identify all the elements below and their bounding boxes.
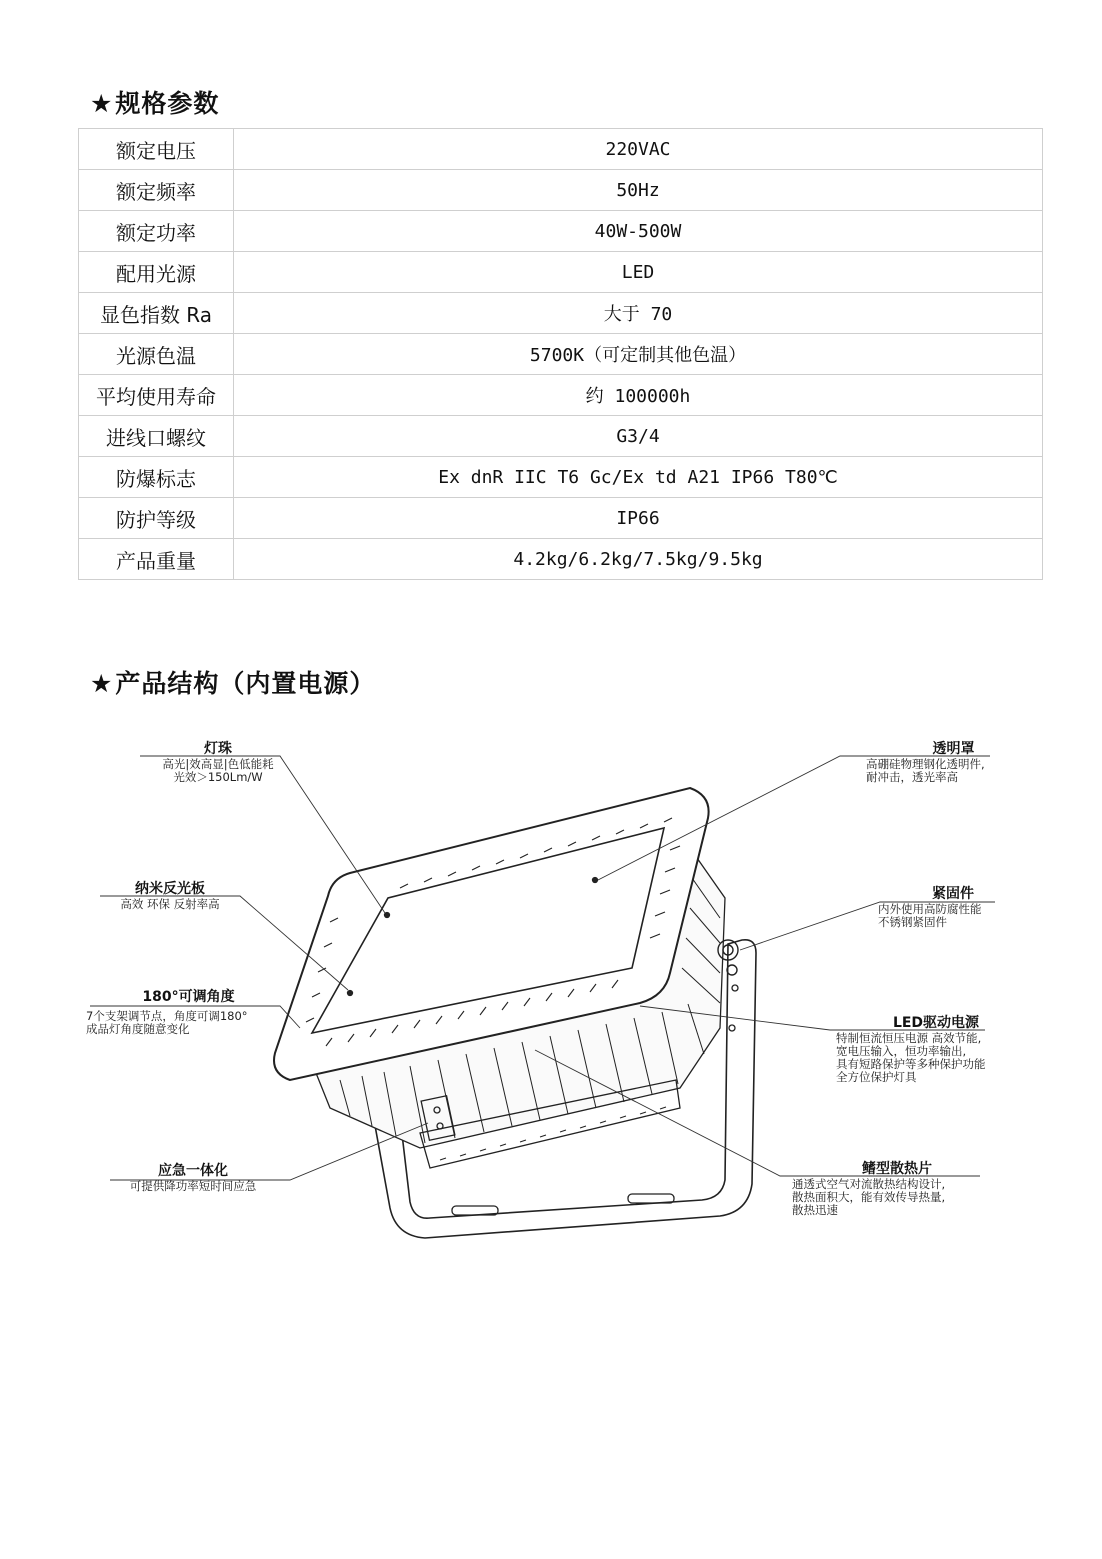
- spec-label: 防爆标志: [79, 457, 234, 498]
- callout-title: LED驱动电源: [892, 1015, 980, 1031]
- section-title-structure-text: 产品结构（内置电源）: [115, 669, 376, 698]
- callout-desc: 高硼硅物理钢化透明件, 耐冲击，透光率高: [866, 757, 985, 784]
- callout-emergency: [108, 1162, 278, 1193]
- callout-desc: 内外使用高防腐性能 不锈钢紧固件: [878, 902, 982, 929]
- callout-nano-reflector: [100, 880, 240, 911]
- bracket-hole: [732, 985, 738, 991]
- callout-desc: 7个支架调节点，角度可调180° 成品灯角度随意变化: [86, 1009, 248, 1036]
- callout-desc: 可提供降功率短时间应急: [129, 1179, 257, 1193]
- spec-value: G3/4: [234, 416, 1043, 457]
- callout-desc: 高光|效高显|色低能耗 光效＞150Lm/W: [162, 757, 274, 784]
- spec-label: 产品重量: [79, 539, 234, 580]
- spec-value: Ex dnR IIC T6 Gc/Ex td A21 IP66 T80℃: [234, 457, 1043, 498]
- spec-label: 显色指数 Ra: [79, 293, 234, 334]
- spec-label: 额定电压: [79, 129, 234, 170]
- table-row: [79, 334, 1043, 375]
- spec-value: IP66: [234, 498, 1043, 539]
- callout-title: 180°可调角度: [142, 989, 235, 1005]
- spec-label: 额定频率: [79, 170, 234, 211]
- spec-value: 约 100000h: [234, 375, 1043, 416]
- spec-label: 防护等级: [79, 498, 234, 539]
- spec-value: 40W-500W: [234, 211, 1043, 252]
- section-title-specs-text: 规格参数: [115, 89, 220, 118]
- spec-value: 50Hz: [234, 170, 1043, 211]
- callout-title: 透明罩: [932, 741, 975, 757]
- callout-title: 紧固件: [932, 886, 974, 902]
- table-row: [79, 252, 1043, 293]
- callout-transparent-cover: [866, 740, 1041, 784]
- lamp-bead: [593, 878, 598, 883]
- spec-value: 4.2kg/6.2kg/7.5kg/9.5kg: [234, 539, 1043, 580]
- lamp-bead: [385, 913, 390, 918]
- product-structure-diagram: [80, 728, 1040, 1248]
- bracket-hole: [729, 1025, 735, 1031]
- table-row: [79, 211, 1043, 252]
- table-row: [79, 129, 1043, 170]
- table-row: [79, 293, 1043, 334]
- star-icon: ★: [90, 669, 114, 698]
- table-row: [79, 539, 1043, 580]
- callout-desc: 特制恒流恒压电源 高效节能, 宽电压输入，恒功率输出, 具有短路保护等多种保护功能 全方位保护灯具: [836, 1031, 986, 1084]
- star-icon: ★: [90, 89, 114, 118]
- table-row: [79, 170, 1043, 211]
- callout-title: 鳍型散热片: [862, 1161, 932, 1177]
- callout-desc: 通透式空气对流散热结构设计, 散热面积大，能有效传导热量, 散热迅速: [792, 1177, 946, 1217]
- spec-label: 进线口螺纹: [79, 416, 234, 457]
- callout-fastener: [878, 885, 1028, 929]
- table-row: [79, 416, 1043, 457]
- callout-lamp-beads: [138, 740, 298, 784]
- section-title-specs: [90, 84, 219, 120]
- table-row: [79, 375, 1043, 416]
- callout-heat-sink: [792, 1160, 1002, 1217]
- spec-value: 220VAC: [234, 129, 1043, 170]
- spec-table: [78, 128, 1043, 580]
- spec-label: 配用光源: [79, 252, 234, 293]
- lamp-bead: [348, 991, 353, 996]
- callout-desc: 高效 环保 反射率高: [120, 897, 220, 911]
- callout-led-driver: [836, 1014, 1036, 1084]
- section-title-structure: [90, 664, 375, 700]
- callout-adjustable-angle: [86, 988, 291, 1036]
- spec-value: 大于 70: [234, 293, 1043, 334]
- spec-value: LED: [234, 252, 1043, 293]
- table-row: [79, 457, 1043, 498]
- spec-label: 光源色温: [79, 334, 234, 375]
- callout-title: 应急一体化: [158, 1163, 228, 1179]
- callout-title: 灯珠: [204, 741, 232, 757]
- table-row: [79, 498, 1043, 539]
- callout-title: 纳米反光板: [135, 881, 205, 897]
- spec-value: 5700K（可定制其他色温）: [234, 334, 1043, 375]
- spec-label: 额定功率: [79, 211, 234, 252]
- spec-label: 平均使用寿命: [79, 375, 234, 416]
